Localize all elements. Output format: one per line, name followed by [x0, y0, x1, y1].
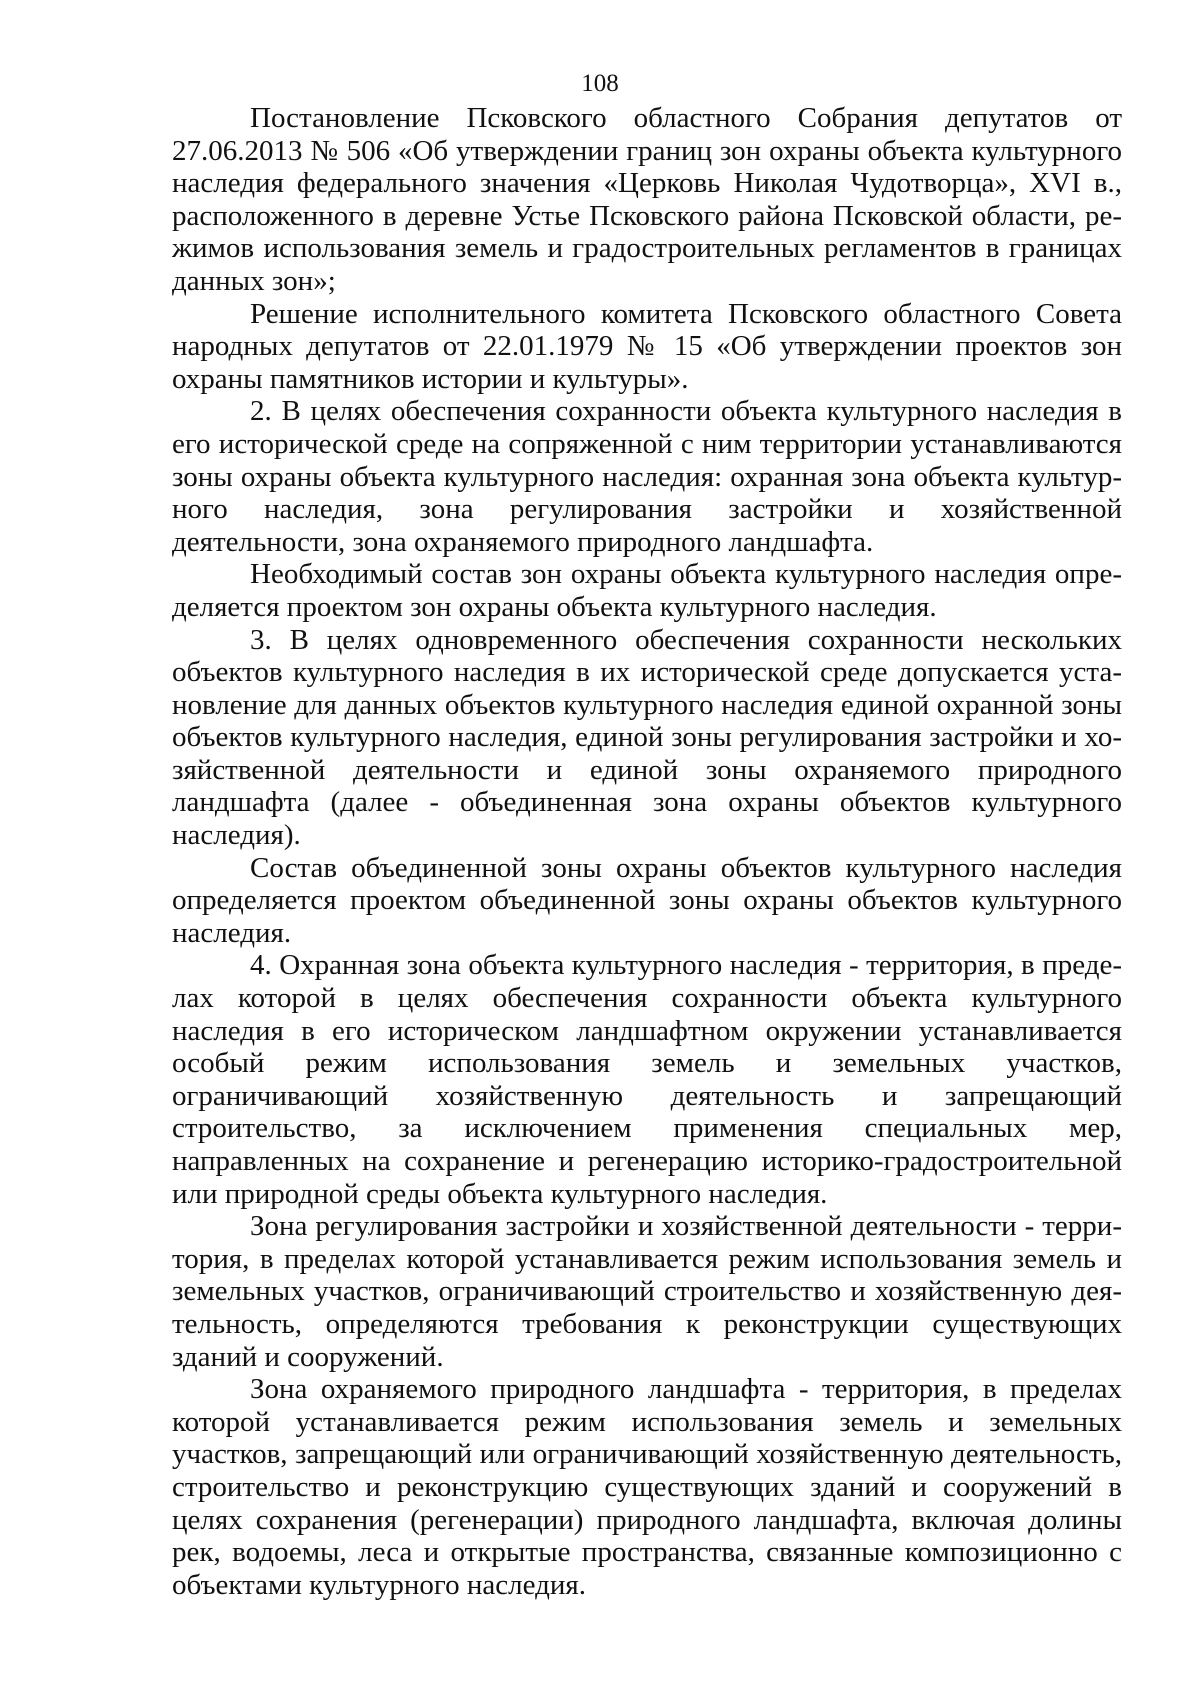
paragraph-reshenie: Решение исполнительного комитета Псковского областного Совета народных депутатов от 22.01.1979 № 15 «Об утверждении проектов зон охраны памятников истории и культуры». [172, 297, 1122, 395]
paragraph-item-2-composition: Необходимый состав зон охраны объекта культурного наследия определяется проектом зон охраны объекта культурного наследия. [172, 558, 1122, 623]
paragraph-postanovlenie: Постановление Псковского областного Собрания депутатов от 27.06.2013 № 506 «Об утверждении границ зон охраны объекта культурного наследия федерального значения «Церковь Николая Чудотворца», XVI в., расположенного в деревне Устье Псковского района Псковской области, режимов использования земель и градостроительных регламентов в границах данных зон»; [172, 102, 1122, 297]
paragraph-landscape-zone: Зона охраняемого природного ландшафта - территория, в пределах которой устанавливается режим использования земель и земельных участков, запрещающий или ограничивающий хозяйственную деятельность, строительство и реконструкцию существующих зданий и сооружений в целях сохранения (регенерации) природного ландшафта, включая долины рек, водоемы, леса и открытые пространства, связанные композиционно с объектами культурного наследия. [172, 1373, 1122, 1601]
page-number: 108 [581, 70, 619, 97]
paragraph-item-3-composition: Состав объединенной зоны охраны объектов культурного наследия определяется проектом объединенной зоны охраны объектов культурного наследия. [172, 851, 1122, 949]
document-body [172, 102, 1122, 1601]
paragraph-regulation-zone: Зона регулирования застройки и хозяйственной деятельности - территория, в пределах которой устанавливается режим использования земель и земельных участков, ограничивающий строительство и хозяйственную деятельность, определяются требования к реконструкции существующих зданий и сооружений. [172, 1210, 1122, 1373]
paragraph-item-4: 4. Охранная зона объекта культурного наследия - территория, в пределах которой в целях обеспечения сохранности объекта культурного наследия в его историческом ландшафтном окружении устанавливается особый режим использования земель и земельных участков, ограничивающий хозяйственную деятельность и запрещающий строительство, за исключением применения специальных мер, направленных на сохранение и регенерацию историко-градостроительной или природной среды объекта культурного наследия. [172, 949, 1122, 1210]
paragraph-item-2: 2. В целях обеспечения сохранности объекта культурного наследия в его исторической среде на сопряженной с ним территории устанавливаются зоны охраны объекта культурного наследия: охранная зона объекта культурного наследия, зона регулирования застройки и хозяйственной деятельности, зона охраняемого природного ландшафта. [172, 395, 1122, 558]
paragraph-item-3: 3. В целях одновременного обеспечения сохранности нескольких объектов культурного наследия в их исторической среде допускается установление для данных объектов культурного наследия единой охранной зоны объектов культурного наследия, единой зоны регулирования застройки и хозяйственной деятельности и единой зоны охраняемого природного ландшафта (далее - объединенная зона охраны объектов культурного наследия). [172, 623, 1122, 852]
